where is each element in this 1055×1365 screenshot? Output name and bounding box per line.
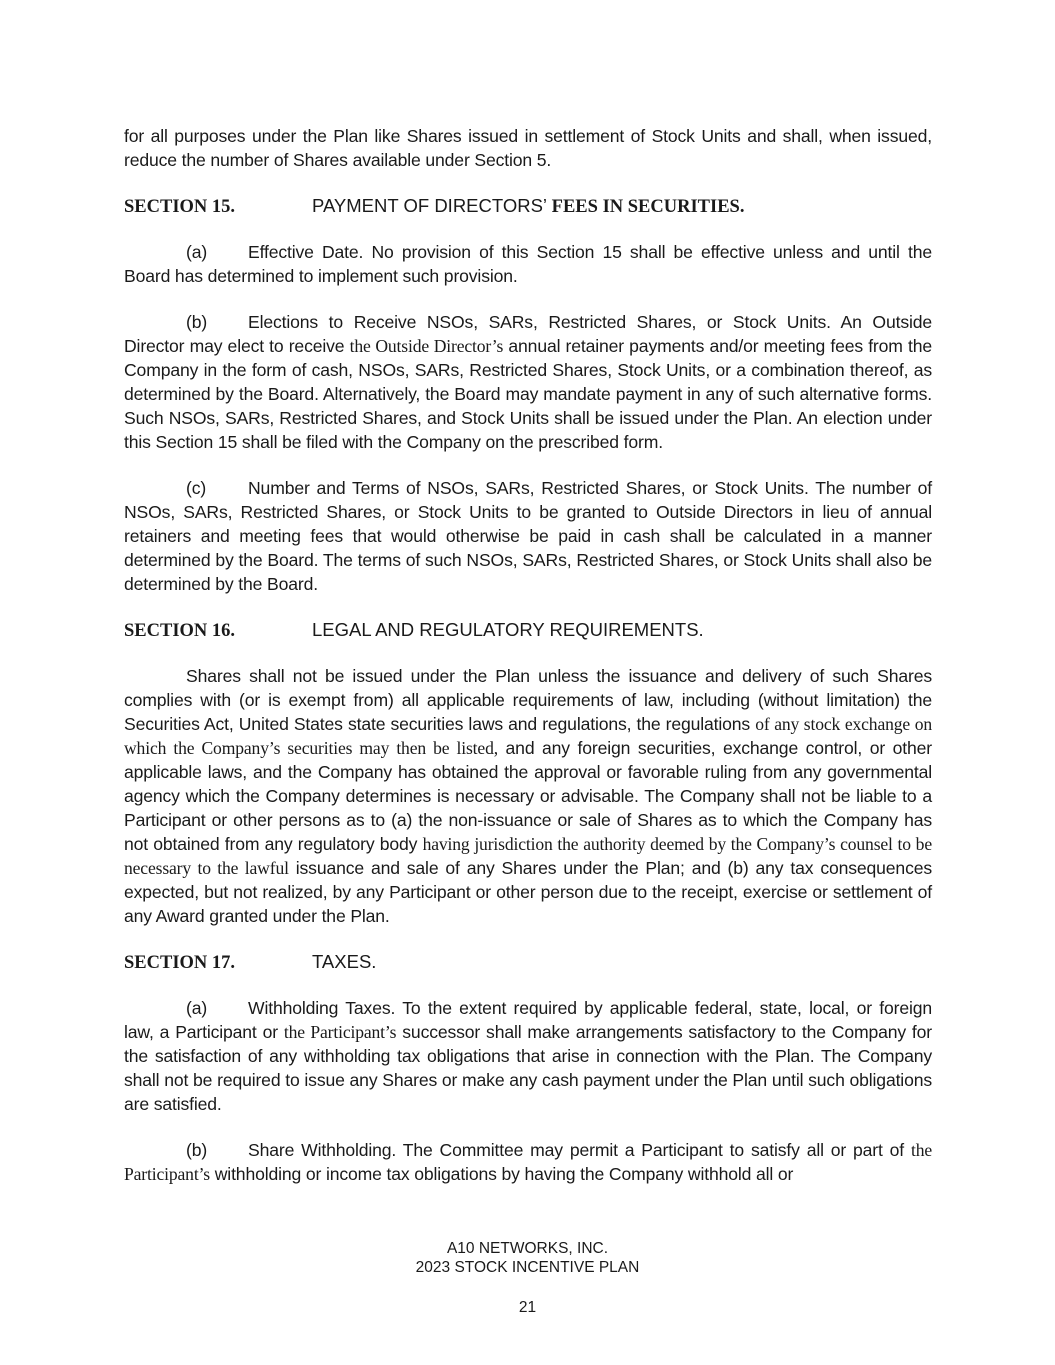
section-17-number: SECTION 17. xyxy=(124,953,236,973)
section-15-c-text: Number and Terms of NSOs, SARs, Restricted Shares, or Stock Units. The number of NSOs, SARs, Restricted Shares, or Stock Units to be granted to Outside Directors in lieu of annual retainers and meeting fees that would otherwise be paid in cash shall be calculated in a manner determined by the Board. The terms of such NSOs, SARs, Restricted Shares, or Stock Units shall also be determined by the Board. xyxy=(124,478,932,594)
section-15-a xyxy=(124,240,932,288)
section-15-title-part-a: PAYMENT OF DIRECTORS’ xyxy=(312,195,548,216)
section-15-b-text-2: the Outside Director’s xyxy=(349,336,504,356)
section-17-a-text-2: the Participant’s xyxy=(283,1022,397,1042)
section-15-b xyxy=(124,310,932,454)
section-17-heading xyxy=(124,950,932,974)
section-16-body xyxy=(124,664,932,928)
section-17-title: TAXES. xyxy=(312,951,377,972)
footer-company-name: A10 NETWORKS, INC. xyxy=(446,1240,609,1257)
section-16-text-4: having jurisdiction the authority deemed by the Company’s counsel to be necessary to the lawful xyxy=(124,834,932,878)
section-17-a-text-1: Withholding Taxes. To the extent required by applicable federal, state, local, or foreign law, a Participant or xyxy=(124,998,932,1042)
section-16-heading xyxy=(124,618,932,642)
section-15-a-text: Effective Date. No provision of this Section 15 shall be effective unless and until the Board has determined to implement such provision. xyxy=(124,242,932,286)
footer-plan-name: 2023 STOCK INCENTIVE PLAN xyxy=(415,1259,640,1276)
subsection-label: (a) xyxy=(186,242,208,262)
section-16-text-2: of any stock exchange on which the Company’s securities may then be listed, xyxy=(124,714,932,758)
section-16-text-1: Shares shall not be issued under the Plan unless the issuance and delivery of such Shares complies with (or is exempt from) all applicable requirements of law, including (without limitation) the Securities Act, United States state securities laws and regulations, the regulations xyxy=(124,666,932,734)
section-16-title: LEGAL AND REGULATORY REQUIREMENTS. xyxy=(312,619,704,640)
section-15-number: SECTION 15. xyxy=(124,197,236,217)
page-number: 21 xyxy=(518,1299,537,1316)
section-15-b-text-1: Elections to Receive NSOs, SARs, Restricted Shares, or Stock Units. An Outside Director may elect to receive xyxy=(124,312,932,356)
section-15-b-text-3: annual retainer payments and/or meeting fees from the Company in the form of cash, NSOs, SARs, Restricted Shares, Stock Units, or a combination thereof, as determined by the Board. Alternatively, the Board may mandate payment in any of such alternative forms. Such NSOs, SARs, Restricted Shares, and Stock Units shall be issued under the Plan. An election under this Section 15 shall be filed with the Company on the prescribed form. xyxy=(124,336,932,452)
section-15-title-part-b: FEES IN SECURITIES. xyxy=(547,197,745,217)
section-17-b-text-3: withholding or income tax obligations by having the Company withhold all or xyxy=(210,1164,794,1184)
section-16-text-3: and any foreign securities, exchange control, or other applicable laws, and the Company has obtained the approval or favorable ruling from any governmental agency which the Company determines is necessary or advisable. The Company shall not be liable to a Participant or other persons as to (a) the non-issuance or sale of Shares as to which the Company has not obtained from any regulatory body xyxy=(124,738,933,854)
subsection-label: (b) xyxy=(186,1140,208,1160)
subsection-label: (c) xyxy=(186,478,207,498)
section-16-number: SECTION 16. xyxy=(124,621,236,641)
section-17-b-text-2: the Participant’s xyxy=(124,1140,932,1184)
subsection-label: (a) xyxy=(186,998,208,1018)
continued-paragraph: for all purposes under the Plan like Shares issued in settlement of Stock Units and shall, when issued, reduce the number of Shares available under Section 5. xyxy=(124,126,932,170)
section-17-a-text-3: successor shall make arrangements satisfactory to the Company for the satisfaction of any withholding tax obligations that arise in connection with the Plan. The Company shall not be required to issue any Shares or make any cash payment under the Plan until such obligations are satisfied. xyxy=(124,1022,933,1114)
section-17-a xyxy=(124,996,932,1116)
section-15-heading xyxy=(124,194,932,218)
section-17-b-text-1: Share Withholding. The Committee may permit a Participant to satisfy all or part of xyxy=(248,1140,911,1160)
document-body xyxy=(124,124,932,1186)
subsection-label: (b) xyxy=(186,312,208,332)
section-17-b xyxy=(124,1138,932,1186)
section-15-c xyxy=(124,476,932,596)
section-16-text-5: issuance and sale of any Shares under the Plan; and (b) any tax consequences expected, but not realized, by any Participant or other person due to the receipt, exercise or settlement of any Award granted under the Plan. xyxy=(124,858,932,926)
